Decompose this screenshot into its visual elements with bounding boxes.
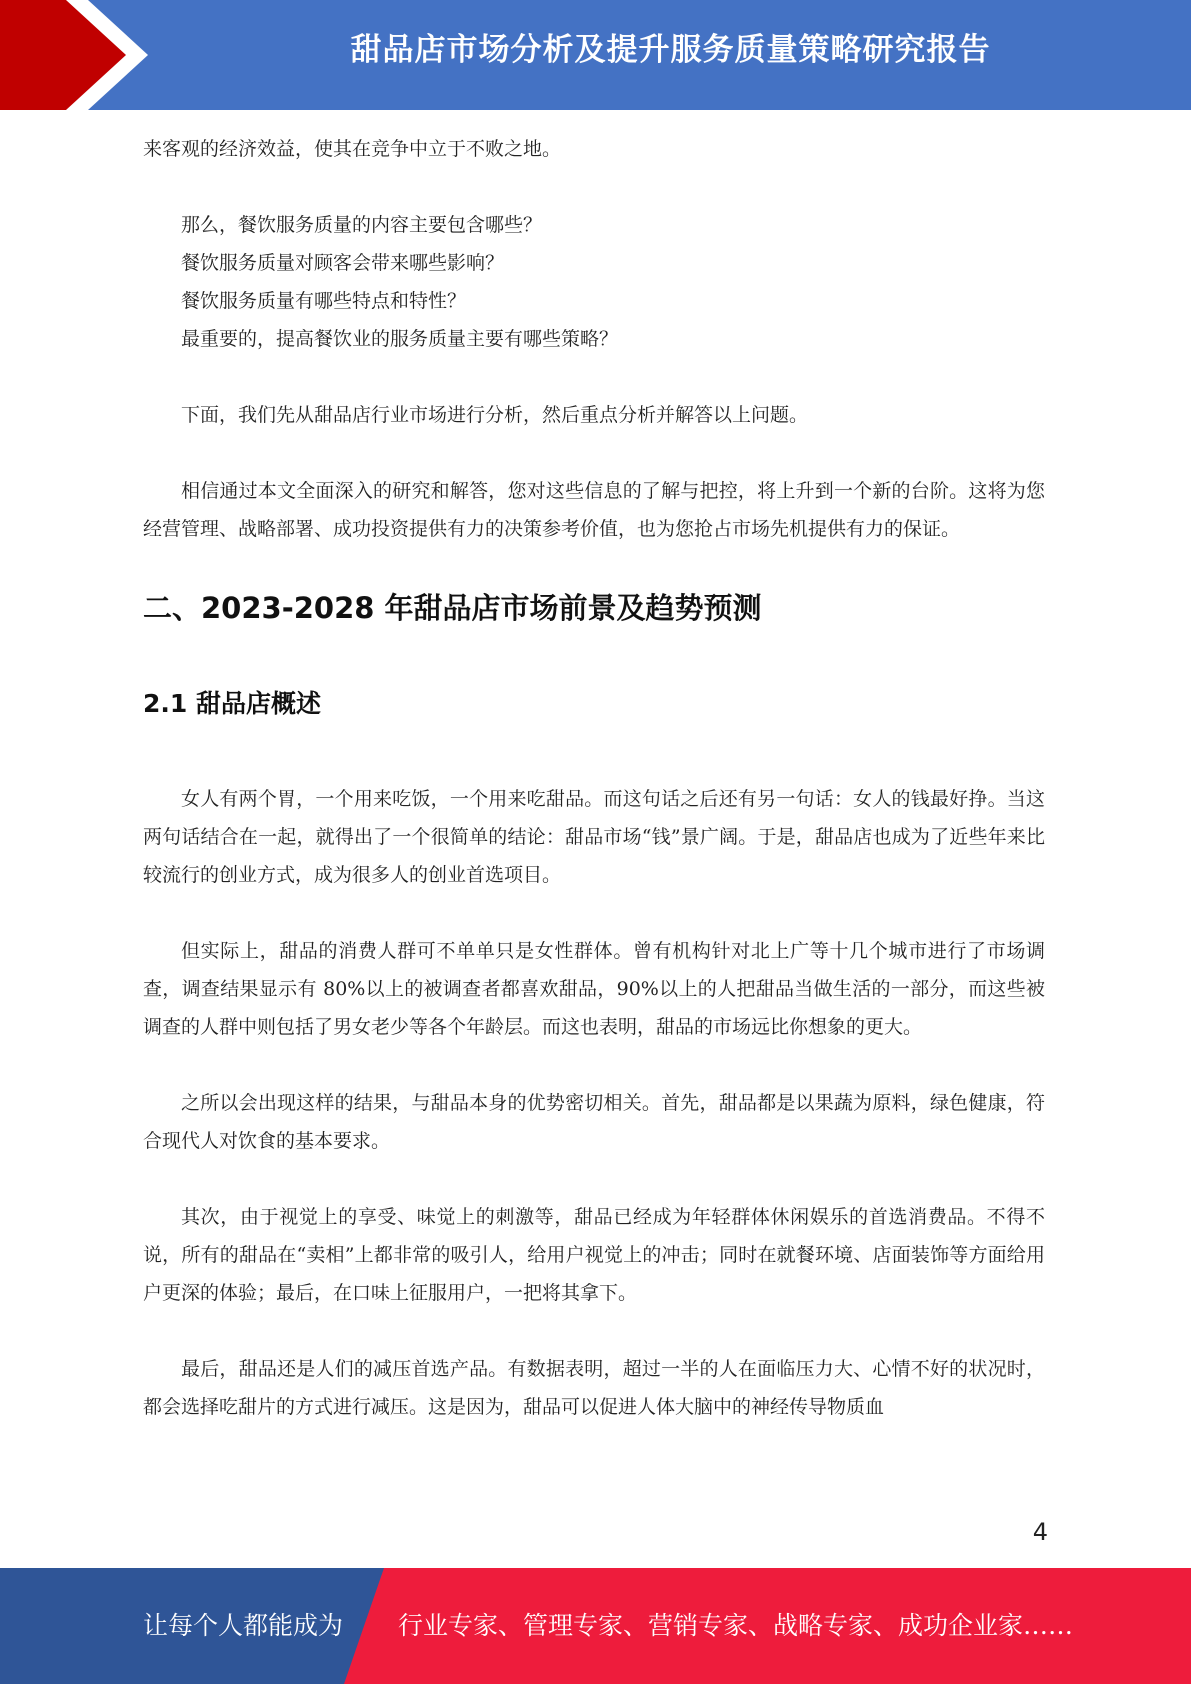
question-item: 最重要的，提高餐饮业的服务质量主要有哪些策略？ — [181, 328, 619, 350]
footer-slogan-right: 行业专家、管理专家、营销专家、战略专家、成功企业家…… — [398, 1611, 1074, 1640]
page-header — [0, 0, 1191, 110]
body-paragraph: 之所以会出现这样的结果，与甜品本身的优势密切相关。首先，甜品都是以果蔬为原料，绿色健康，符合现代人对饮食的基本要求。 — [143, 1092, 1045, 1152]
question-item: 那么，餐饮服务质量的内容主要包含哪些？ — [181, 214, 543, 236]
header-arrow-decoration — [0, 0, 160, 110]
question-item: 餐饮服务质量有哪些特点和特性？ — [181, 290, 467, 312]
body-paragraph: 其次，由于视觉上的享受、味觉上的刺激等，甜品已经成为年轻群体休闲娱乐的首选消费品。不得不说，所有的甜品在“卖相”上都非常的吸引人，给用户视觉上的冲击；同时在就餐环境、店面装饰等方面给用户更深的体验；最后，在口味上征服用户，一把将其拿下。 — [143, 1206, 1045, 1304]
body-paragraph: 最后，甜品还是人们的减压首选产品。有数据表明，超过一半的人在面临压力大、心情不好的状况时，都会选择吃甜片的方式进行减压。这是因为，甜品可以促进人体大脑中的神经传导物质血 — [143, 1358, 1045, 1418]
question-item: 餐饮服务质量对顾客会带来哪些影响？ — [181, 252, 505, 274]
paragraph-belief: 相信通过本文全面深入的研究和解答，您对这些信息的了解与把控，将上升到一个新的台阶。这将为您经营管理、战略部署、成功投资提供有力的决策参考价值，也为您抢占市场先机提供有力的保证。 — [143, 480, 1045, 540]
section-heading: 二、2023-2028 年甜品店市场前景及趋势预测 — [143, 591, 762, 625]
page-footer — [0, 1568, 1191, 1684]
page-number: 4 — [1032, 1518, 1048, 1546]
page-content — [143, 130, 1045, 1426]
paragraph-next: 下面，我们先从甜品店行业市场进行分析，然后重点分析并解答以上问题。 — [181, 404, 809, 426]
document-title: 甜品店市场分析及提升服务质量策略研究报告 — [350, 32, 991, 68]
body-paragraph: 女人有两个胃，一个用来吃饭，一个用来吃甜品。而这句话之后还有另一句话：女人的钱最好挣。当这两句话结合在一起，就得出了一个很简单的结论：甜品市场“钱”景广阔。于是，甜品店也成为了近些年来比较流行的创业方式，成为很多人的创业首选项目。 — [143, 788, 1045, 886]
subsection-heading: 2.1 甜品店概述 — [143, 689, 321, 718]
intro-continuation: 来客观的经济效益，使其在竞争中立于不败之地。 — [143, 138, 562, 160]
body-paragraph: 但实际上，甜品的消费人群可不单单只是女性群体。曾有机构针对北上广等十几个城市进行了市场调查，调查结果显示有 80%以上的被调查者都喜欢甜品，90%以上的人把甜品当做生活的一部分，而这些被调查的人群中则包括了男女老少等各个年龄层。而这也表明，甜品的市场远比你想象的更大。 — [143, 940, 1045, 1038]
footer-slogan-left: 让每个人都能成为 — [143, 1611, 344, 1640]
